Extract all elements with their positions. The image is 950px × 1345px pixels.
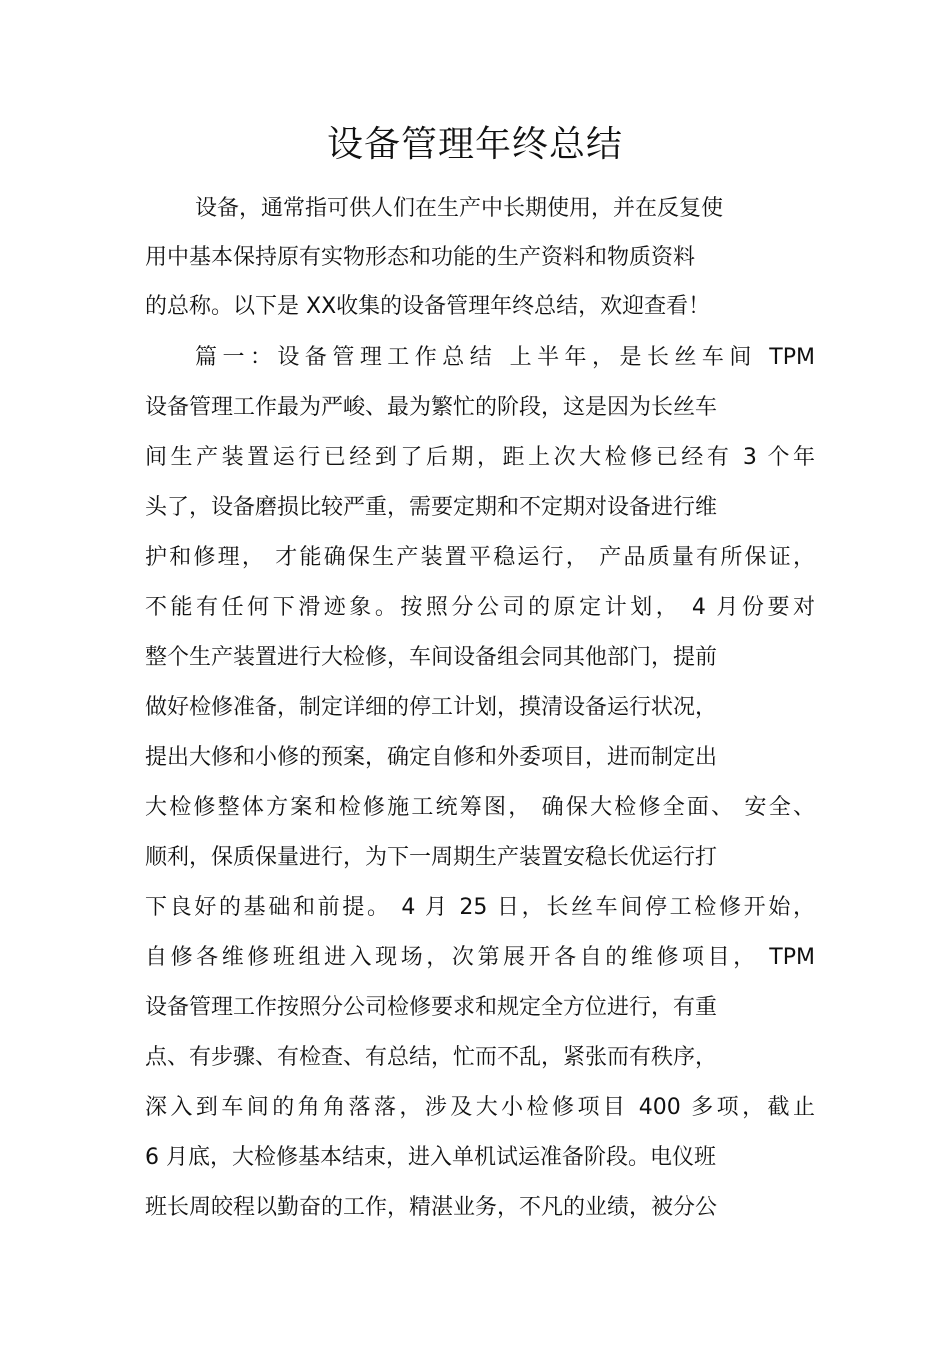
paragraph-line: 大检修整体方案和检修施工统筹图， 确保大检修全面、 安全、: [145, 795, 815, 820]
paragraph-line: 自修各维修班组进入现场，次第展开各自的维修项目， TPM: [145, 945, 815, 970]
paragraph-line: 班长周皎程以勤奋的工作，精湛业务，不凡的业绩，被分公: [145, 1195, 718, 1220]
paragraph-line: 设备，通常指可供人们在生产中长期使用，并在反复使: [195, 196, 724, 221]
paragraph-line: 不能有任何下滑迹象。按照分公司的原定计划， 4 月份要对: [145, 595, 815, 620]
paragraph-line: 顺利，保质保量进行，为下一周期生产装置安稳长优运行打: [145, 845, 718, 870]
paragraph-line: 的总称。以下是 XX收集的设备管理年终总结，欢迎查看！: [145, 294, 711, 319]
paragraph-line: 设备管理工作按照分公司检修要求和规定全方位进行，有重: [145, 995, 718, 1020]
paragraph-line: 做好检修准备，制定详细的停工计划，摸清设备运行状况，: [145, 695, 718, 720]
document-title: 设备管理年终总结: [326, 124, 623, 165]
paragraph-line: 间生产装置运行已经到了后期，距上次大检修已经有 3 个年: [145, 445, 815, 470]
paragraph-line: 篇一：设备管理工作总结 上半年，是长丝车间 TPM: [195, 345, 815, 370]
paragraph-line: 点、有步骤、有检查、有总结，忙而不乱，紧张而有秩序，: [145, 1045, 718, 1070]
paragraph-line: 深入到车间的角角落落，涉及大小检修项目 400 多项，截止: [145, 1095, 815, 1120]
paragraph-line: 整个生产装置进行大检修，车间设备组会同其他部门，提前: [145, 645, 718, 670]
paragraph-line: 头了，设备磨损比较严重，需要定期和不定期对设备进行维: [145, 495, 718, 520]
paragraph-line: 设备管理工作最为严峻、最为繁忙的阶段，这是因为长丝车: [145, 395, 718, 420]
paragraph-line: 用中基本保持原有实物形态和功能的生产资料和物质资料: [145, 245, 696, 270]
paragraph-line: 护和修理， 才能确保生产装置平稳运行， 产品质量有所保证，: [145, 545, 815, 570]
paragraph-line: 下良好的基础和前提。 4 月 25 日，长丝车间停工检修开始，: [145, 895, 815, 920]
paragraph-line: 6 月底，大检修基本结束，进入单机试运准备阶段。电仪班: [145, 1145, 716, 1170]
paragraph-line: 提出大修和小修的预案，确定自修和外委项目，进而制定出: [145, 745, 718, 770]
